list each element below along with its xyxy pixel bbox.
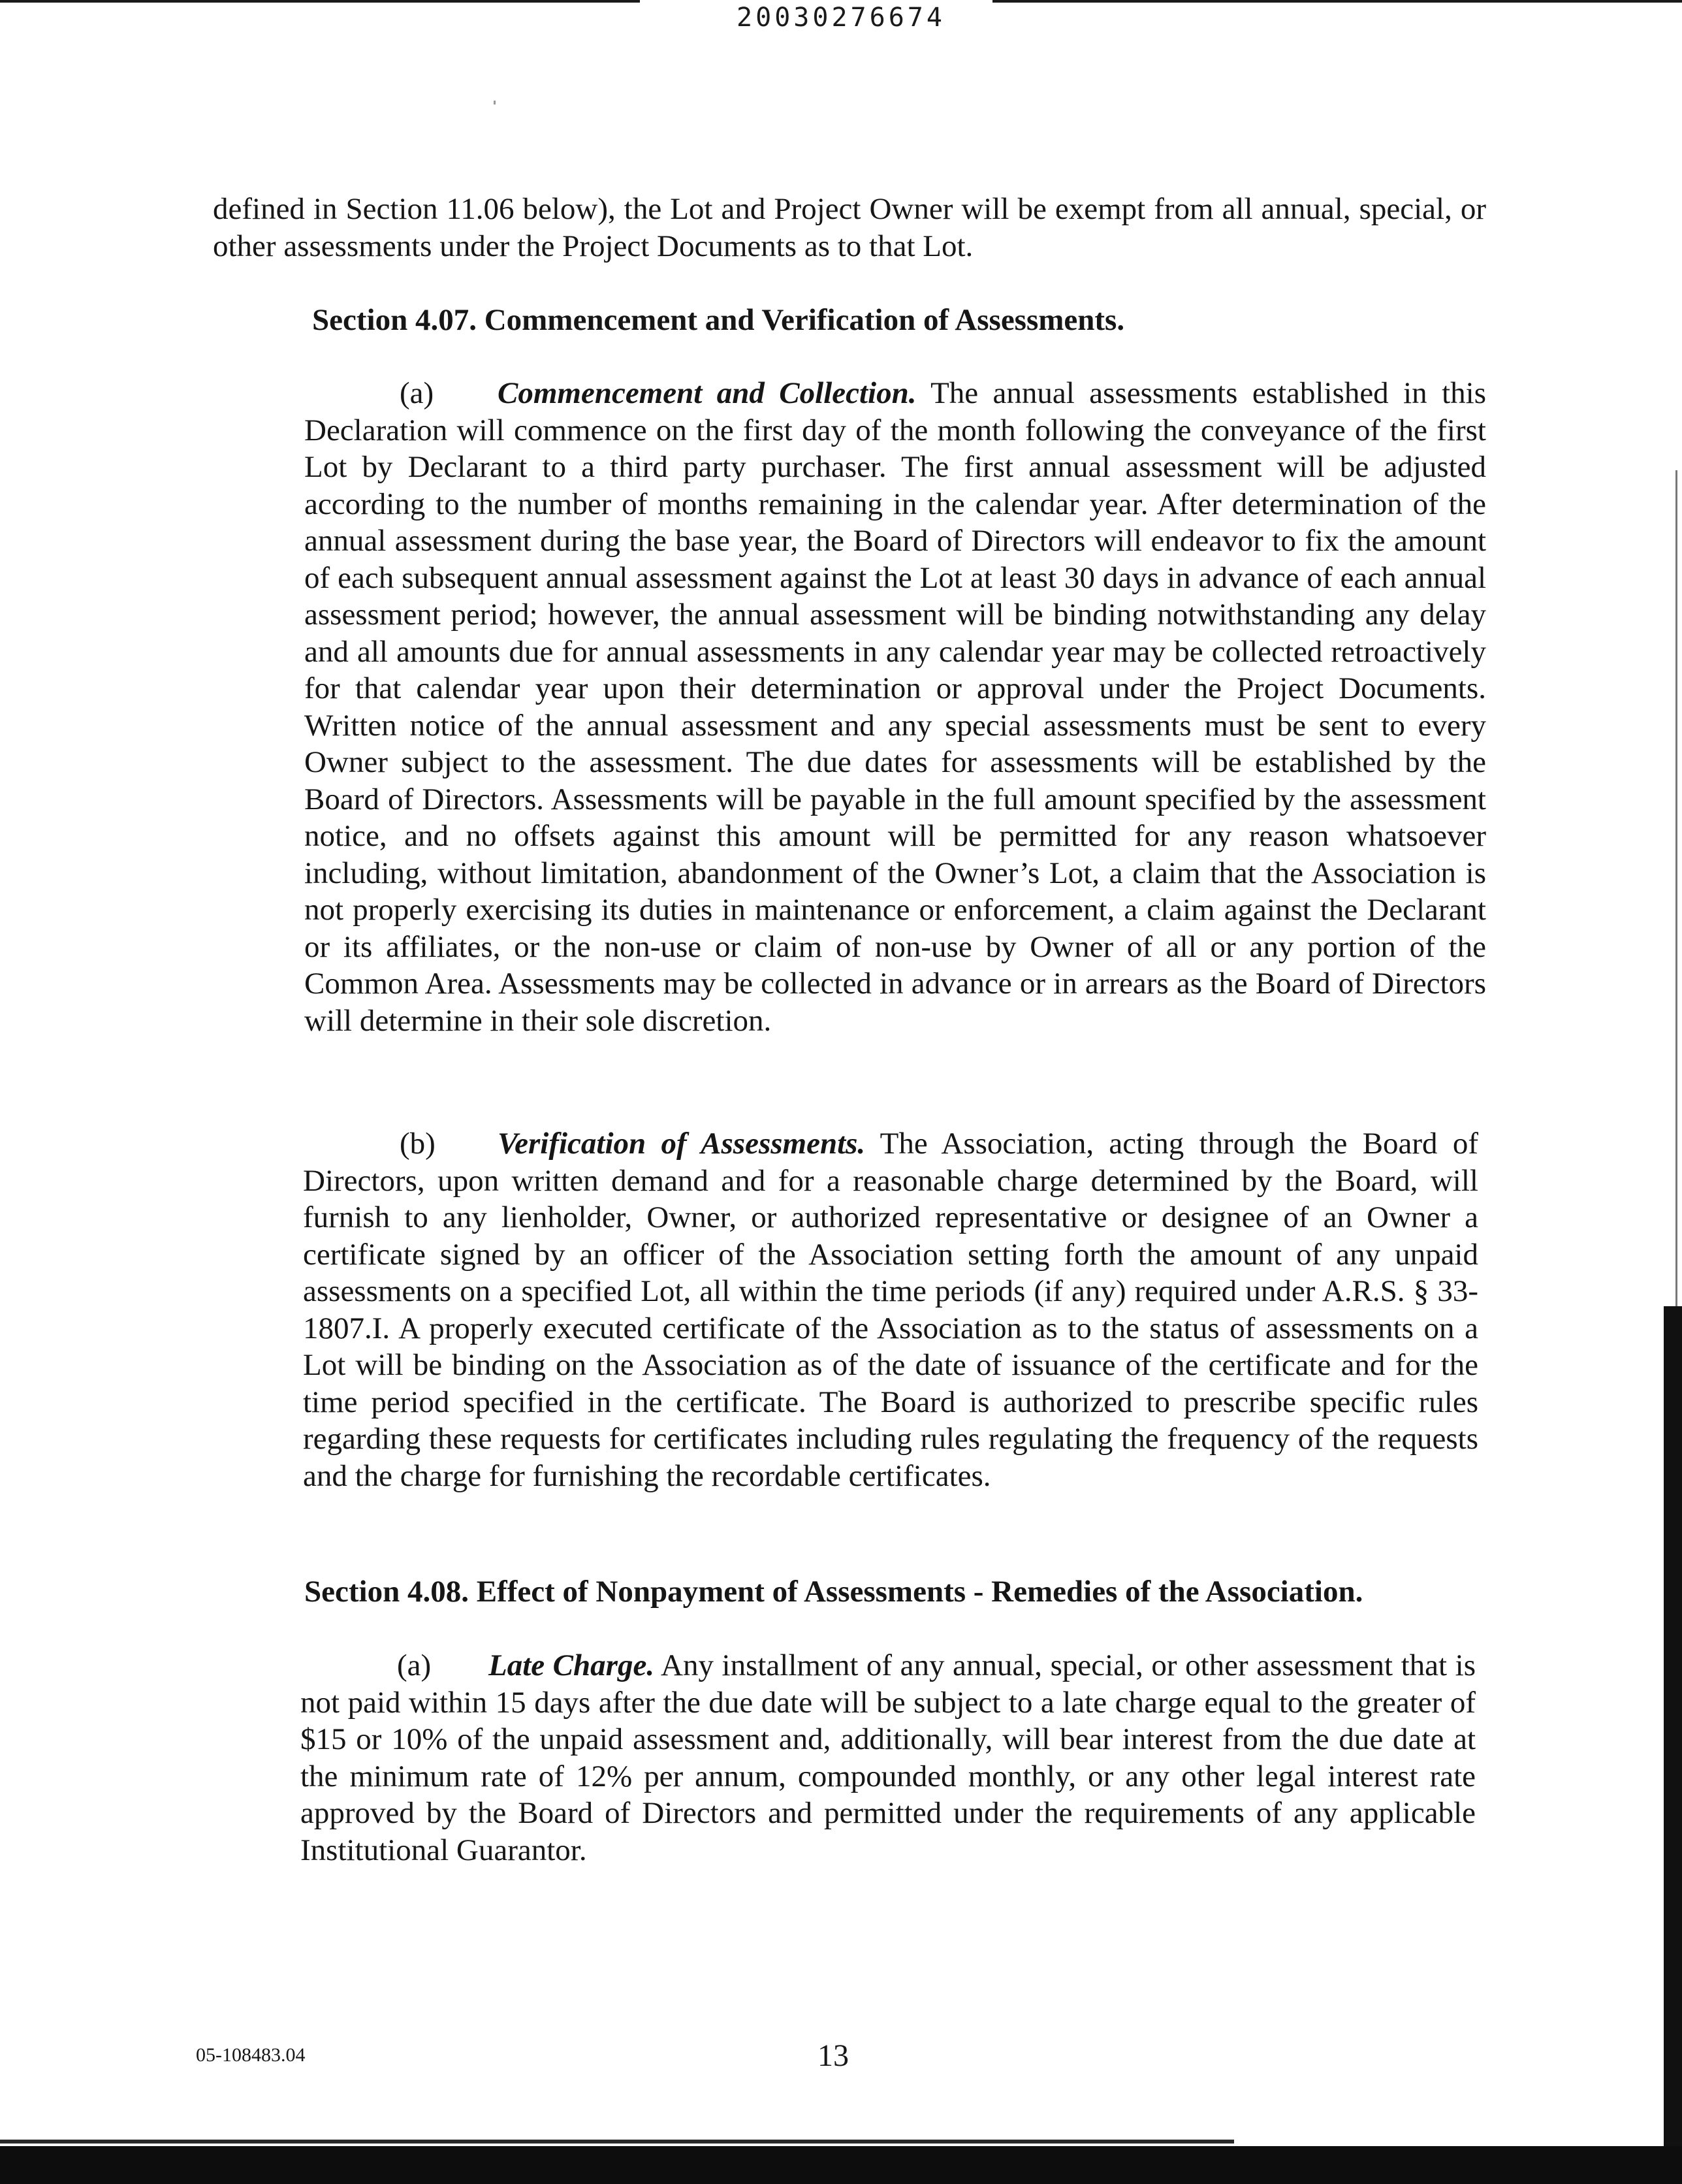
subsection-label: (a) — [400, 376, 434, 410]
recording-number: 20030276674 — [737, 3, 945, 33]
intro-paragraph: defined in Section 11.06 below), the Lot and Project Owner will be exempt from all annual, special, or other assessments under the Project Documents as to that Lot. — [213, 192, 1486, 263]
subsection-label: (a) — [397, 1648, 432, 1682]
section-4-07-subsection-b — [303, 1125, 1478, 1494]
footer-document-code: 05-108483.04 — [196, 2044, 306, 2066]
scan-speck — [494, 101, 496, 104]
page-number: 13 — [817, 2038, 849, 2073]
scan-right-margin-line — [1675, 470, 1677, 1306]
scan-right-edge — [1664, 1306, 1682, 2149]
scan-bottom-edge-line — [0, 2140, 1234, 2144]
subsection-caption: Verification of Assessments. — [498, 1127, 866, 1161]
subsection-text: The annual assessments established in this Declaration will commence on the first day of the month following the conveyance of the first Lot by Declarant to a third party purchaser. The first annual assessment will be adjusted according to the number of months remaining in the calendar year. After determination of the annual assessment during the base year, the Board of Directors will endeavor to fix the amount of each subsequent annual assessment against the Lot at least 30 days in advance of each annual assessment period; however, the annual assessment will be binding notwithstanding any delay and all amounts due for annual assessments in any calendar year may be collected retroactively for that calendar year upon their determination or approval under the Project Documents. Written notice of the annual assessment and any special assessments must be sent to every Owner subject to the assessment. The due dates for assessments will be established by the Board of Directors. Assessments will be payable in the full amount specified by the assessment notice, and no offsets against this amount will be permitted for any reason whatsoever including, without limitation, abandonment of the Owner’s Lot, a claim that the Association is not properly exercising its duties in maintenance or enforcement, a claim against the Declarant or its affiliates, or the non-use or claim of non-use by Owner of all or any portion of the Common Area. Assessments may be collected in advance or in arrears as the Board of Directors will determine in their sole discretion. — [304, 376, 1486, 1038]
section-4-08-subsection-a — [300, 1647, 1476, 1869]
subsection-text: Any installment of any annual, special, or other assessment that is not paid within 15 days after the due date will be subject to a late charge equal to the greater of $15 or 10% of the unpaid assessment and, additionally, will bear interest from the due date at the minimum rate of 12% per annum, compounded monthly, or any other legal interest rate approved by the Board of Directors and permitted under the requirements of any applicable Institutional Guarantor. — [300, 1648, 1476, 1867]
section-4-07-subsection-a — [304, 375, 1486, 1039]
subsection-label: (b) — [400, 1127, 436, 1161]
subsection-caption: Late Charge. — [488, 1648, 655, 1682]
subsection-text: The Association, acting through the Board of Directors, upon written demand and for a reasonable charge determined by the Board, will furnish to any lienholder, Owner, or authorized representative or designee of an Owner a certificate signed by an officer of the Association setting forth the amount of any unpaid assessments on a specified Lot, all within the time periods (if any) required under A.R.S. § 33-1807.I. A properly executed certificate of the Association as to the status of assessments on a Lot will be binding on the Association as of the date of issuance of the certificate and for the time period specified in the certificate. The Board is authorized to prescribe specific rules regarding these requests for certificates including rules regulating the frequency of the requests and the charge for furnishing the recordable certificates. — [303, 1127, 1478, 1493]
section-4-07-heading: Section 4.07. Commencement and Verification of Assessments. — [312, 303, 1125, 337]
section-4-08-heading: Section 4.08. Effect of Nonpayment of Assessments - Remedies of the Association. — [304, 1575, 1363, 1609]
subsection-caption: Commencement and Collection. — [498, 376, 917, 410]
scan-bottom-border — [0, 2146, 1682, 2184]
